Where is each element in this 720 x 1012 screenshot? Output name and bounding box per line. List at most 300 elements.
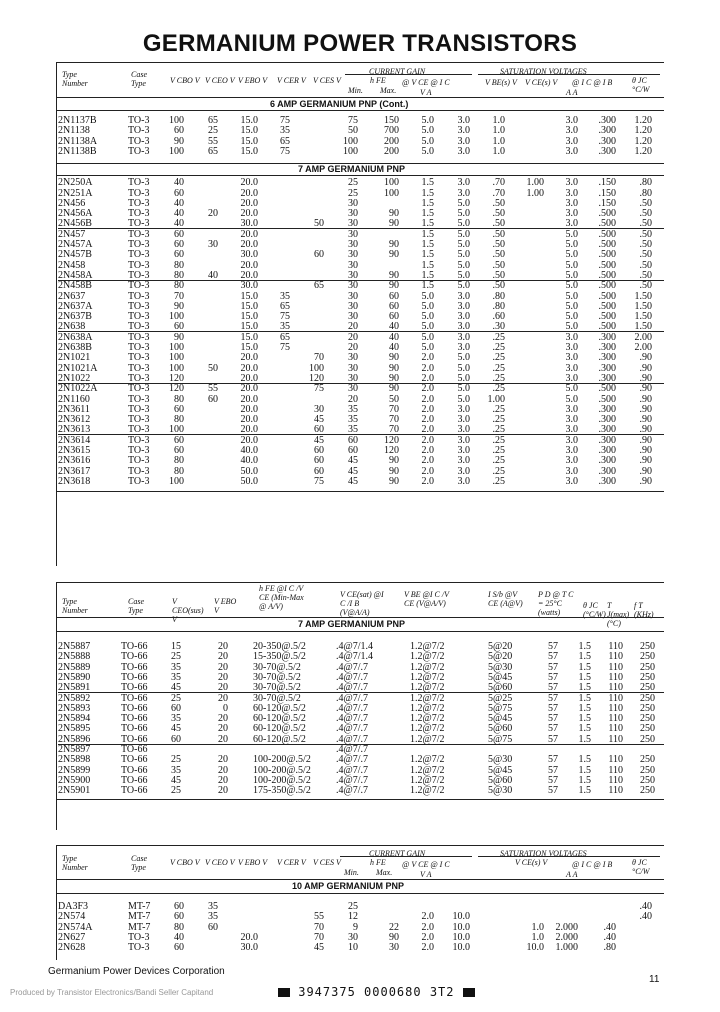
table-cell: 2N1022A	[58, 383, 98, 395]
group-rule	[58, 331, 664, 332]
table-cell: 57	[548, 713, 558, 725]
header-ft: f T (KHz)	[634, 601, 654, 619]
table-cell: 20	[348, 393, 358, 405]
table-cell: 5@75	[488, 702, 513, 714]
table-cell: 30	[348, 249, 358, 261]
table-cell: .500	[598, 249, 616, 261]
table-cell: 1.5	[421, 228, 434, 240]
table-cell: 5.0	[457, 362, 470, 374]
table-cell: 60	[174, 445, 184, 456]
table-cell: TO-3	[128, 445, 150, 456]
header-vebo: V EBO V	[214, 597, 237, 615]
table-cell: .60	[492, 311, 505, 323]
table-cell: 5.0	[457, 383, 470, 395]
table-cell: .300	[598, 414, 616, 426]
table-cell: 20	[218, 723, 228, 735]
table-cell: 30-70@.5/2	[253, 692, 301, 704]
table2-bottom-rule	[56, 799, 664, 800]
table-cell: 20.0	[240, 228, 258, 240]
table-cell: TO-3	[128, 372, 150, 384]
barcode-block-right	[463, 988, 475, 997]
table-cell: 100	[309, 362, 324, 374]
table-cell: 2N5888	[58, 651, 91, 663]
group-rule	[58, 744, 664, 745]
table-cell: 2.0	[421, 362, 434, 374]
table-cell: 70	[314, 931, 324, 943]
header-vebo: V EBO V	[238, 858, 268, 867]
table-cell: 3.0	[457, 290, 470, 302]
table-cell: 10.0	[452, 942, 470, 954]
table-cell: TO-3	[128, 290, 150, 302]
table-cell: 3.0	[565, 414, 578, 426]
table-cell: 15.0	[240, 331, 258, 343]
table-cell: 35	[348, 414, 358, 426]
table-cell: 2.00	[634, 342, 652, 353]
table-cell: 80	[174, 259, 184, 271]
table-cell: 250	[640, 723, 655, 735]
table-cell: 45	[314, 434, 324, 446]
table-cell: 2N1021	[58, 352, 91, 364]
table-cell: 90	[389, 280, 399, 292]
table1-bottom-rule	[56, 491, 664, 492]
table-cell: 60	[314, 249, 324, 261]
table-cell: .40	[639, 911, 652, 923]
table2-header-rule	[56, 617, 664, 618]
table-cell: 1.2@7/2	[410, 764, 445, 776]
table-cell: 2N5895	[58, 723, 91, 735]
table-cell: 65	[314, 280, 324, 292]
table-cell: .4@7/.7	[336, 671, 368, 683]
table-cell: 5.0	[421, 125, 434, 137]
table-cell: 22	[389, 921, 399, 933]
header-gain-min: Min.	[344, 868, 359, 877]
header-vcer: V CER V	[277, 858, 306, 867]
table-cell: 2N5899	[58, 764, 91, 776]
table-cell: 9	[353, 921, 358, 933]
table-cell: 57	[548, 733, 558, 745]
table-cell: TO-3	[128, 383, 150, 395]
table-cell: TO-66	[121, 692, 148, 704]
table-cell: 20.0	[240, 352, 258, 364]
table-cell: 1.00	[526, 177, 544, 189]
header-hfe: h FE	[370, 76, 386, 85]
table-cell: .90	[639, 414, 652, 426]
table-cell: 30.0	[240, 942, 258, 954]
table-cell: .25	[492, 342, 505, 353]
table-cell: 120	[384, 445, 399, 456]
table-cell: .500	[598, 239, 616, 250]
table-cell: 25	[348, 177, 358, 189]
table-cell: TO-3	[128, 331, 150, 343]
section-label: 6 AMP GERMANIUM PNP (Cont.)	[270, 99, 409, 109]
header-saturation: SATURATION VOLTAGES	[500, 849, 587, 858]
table-cell: 15.0	[240, 145, 258, 157]
table-cell: 2N574	[58, 911, 86, 923]
table-cell: 3.0	[565, 135, 578, 147]
table-cell: 3.0	[565, 445, 578, 456]
table-cell: 20.0	[240, 259, 258, 271]
table-cell: 3.0	[457, 311, 470, 323]
header-sat-cond: @ I C @ I B	[572, 860, 613, 869]
table-cell: 250	[640, 764, 655, 776]
table-cell: 15	[171, 641, 181, 652]
table-cell: 5.0	[457, 280, 470, 292]
table-cell: 2N3614	[58, 434, 91, 446]
table-cell: 40	[174, 197, 184, 209]
table-cell: 35	[171, 671, 181, 683]
table-cell: 1.2@7/2	[410, 713, 445, 725]
table-cell: MT-7	[128, 911, 151, 923]
section-label: 7 AMP GERMANIUM PNP	[298, 164, 406, 175]
table-cell: 2.0	[421, 445, 434, 456]
table-cell: 1.0	[492, 115, 505, 126]
table-cell: .25	[492, 414, 505, 426]
table-cell: 1.5	[578, 713, 591, 725]
table-cell: 5.0	[421, 290, 434, 302]
table-cell: 30	[348, 352, 358, 364]
table-cell: 5.0	[565, 290, 578, 302]
table-cell: .150	[598, 187, 616, 199]
table-cell: 30.0	[240, 249, 258, 261]
table-cell: 5.0	[457, 393, 470, 405]
table-cell: .25	[492, 455, 505, 467]
table-cell: .50	[639, 259, 652, 271]
table-cell: 60	[208, 921, 218, 933]
table-cell: 1.5	[421, 197, 434, 209]
table-cell: 60	[314, 445, 324, 456]
table-cell: .25	[492, 352, 505, 364]
table-cell: 2N1138	[58, 125, 90, 137]
table-cell: 100	[169, 311, 184, 323]
table-cell: 2N3618	[58, 475, 91, 487]
table-cell: 110	[608, 661, 623, 673]
table-cell: 57	[548, 661, 558, 673]
table-cell: .50	[639, 280, 652, 292]
table-cell: 2N3616	[58, 455, 91, 467]
table-cell: TO-3	[128, 280, 150, 292]
header-theta: θ JC °C/W	[632, 858, 650, 876]
table-cell: 5.0	[421, 331, 434, 343]
table-cell: .25	[492, 403, 505, 415]
table-cell: 1.00	[526, 187, 544, 199]
table-cell: 3.0	[457, 342, 470, 353]
table-cell: 20	[218, 733, 228, 745]
table-cell: 20	[218, 661, 228, 673]
table-cell: 55	[208, 383, 218, 395]
table-cell: .50	[639, 197, 652, 209]
table-cell: 100-200@.5/2	[253, 774, 311, 786]
table-cell: 2N638	[58, 321, 86, 333]
table-cell: TO-66	[121, 641, 148, 652]
table-cell: 2.0	[421, 942, 434, 954]
table-cell: 150	[384, 115, 399, 126]
table-cell: 20	[218, 692, 228, 704]
table-cell: .25	[492, 372, 505, 384]
table-cell: 1.5	[421, 249, 434, 261]
table-cell: 30	[348, 208, 358, 220]
table-cell: 1.20	[634, 145, 652, 157]
table-cell: .80	[492, 300, 505, 312]
table-cell: 55	[314, 911, 324, 923]
header-sat-cond-units: A A	[566, 870, 578, 879]
table-cell: 2N3617	[58, 465, 91, 477]
table-cell: 110	[608, 651, 623, 663]
table-cell: 1.2@7/2	[410, 754, 445, 766]
table-cell: 110	[608, 671, 623, 683]
table-cell: 110	[608, 733, 623, 745]
table-cell: 2N1138A	[58, 135, 98, 147]
table-cell: 5.0	[457, 208, 470, 220]
table-cell: 90	[174, 135, 184, 147]
table-cell: 1.20	[634, 115, 652, 126]
table-cell: 30	[348, 269, 358, 281]
table-cell: 2N637B	[58, 311, 92, 323]
table-cell: 110	[608, 785, 623, 797]
table-cell: 3.0	[457, 300, 470, 312]
table-cell: 2N5887	[58, 641, 91, 652]
table-cell: 5.0	[421, 342, 434, 353]
table-cell: 1.000	[555, 942, 578, 954]
table-cell: 1.50	[634, 290, 652, 302]
table-cell: 20	[218, 641, 228, 652]
table-cell: .4@7/.7	[336, 774, 368, 786]
table-cell: 3.0	[565, 331, 578, 343]
table-cell: 5@60	[488, 723, 513, 735]
table-cell: 20.0	[240, 187, 258, 199]
table-cell: 1.5	[578, 785, 591, 797]
table-cell: 1.5	[421, 208, 434, 220]
table-cell: .50	[639, 218, 652, 230]
table-cell: 5.0	[457, 269, 470, 281]
header-gain-cond-units: V A	[420, 870, 432, 879]
table-cell: 35	[208, 911, 218, 923]
table-cell: 1.0	[492, 135, 505, 147]
table-cell: 2N1138B	[58, 145, 97, 157]
table-cell: TO-3	[128, 931, 150, 943]
table-cell: TO-3	[128, 239, 150, 250]
table-cell: 40	[389, 342, 399, 353]
table-cell: MT-7	[128, 901, 151, 912]
table-cell: 35	[280, 125, 290, 137]
table-cell: 90	[389, 383, 399, 395]
table-cell: 60	[171, 702, 181, 714]
table-cell: 2N5896	[58, 733, 91, 745]
table-cell: 90	[389, 475, 399, 487]
table-cell: 15.0	[240, 290, 258, 302]
table-cell: 2N458	[58, 259, 86, 271]
table-cell: 5.0	[457, 249, 470, 261]
table-cell: TO-66	[121, 682, 148, 694]
table-cell: 2.0	[421, 455, 434, 467]
table-cell: TO-66	[121, 723, 148, 735]
table-cell: 35	[171, 764, 181, 776]
table-cell: 25	[171, 651, 181, 663]
table-cell: 15.0	[240, 125, 258, 137]
table-cell: 57	[548, 774, 558, 786]
table-cell: 75	[314, 475, 324, 487]
table-cell: 2N457B	[58, 249, 92, 261]
table-cell: 30	[314, 403, 324, 415]
header-vceo: V CEO V	[205, 76, 235, 85]
table-cell: 3.0	[457, 177, 470, 189]
table-cell: 1.2@7/2	[410, 661, 445, 673]
table-cell: TO-66	[121, 671, 148, 683]
table-cell: 1.2@7/2	[410, 651, 445, 663]
table-cell: .300	[598, 445, 616, 456]
table-cell: .25	[492, 362, 505, 374]
table-cell: .40	[639, 901, 652, 912]
table-cell: 3.0	[457, 135, 470, 147]
table-cell: 5.0	[565, 311, 578, 323]
table-cell: 45	[348, 475, 358, 487]
table-cell: 110	[608, 764, 623, 776]
header-sat-vbe: V BE(s) V	[485, 78, 517, 87]
table-cell: .90	[639, 393, 652, 405]
table-cell: 65	[208, 115, 218, 126]
table-cell: 80	[174, 393, 184, 405]
section-label: 7 AMP GERMANIUM PNP	[298, 619, 406, 629]
table-cell: .500	[598, 321, 616, 333]
table-cell: .50	[492, 249, 505, 261]
table-cell: 3.0	[565, 208, 578, 220]
table-cell: 1.5	[578, 754, 591, 766]
header-gain-min: Min.	[348, 86, 363, 95]
table-cell: 2N250A	[58, 177, 93, 189]
table-cell: 20	[218, 774, 228, 786]
table-cell: 100	[343, 135, 358, 147]
table-cell: 5.0	[565, 383, 578, 395]
table-cell: 2N627	[58, 931, 86, 943]
table-cell: 2N456A	[58, 208, 93, 220]
table-cell: 1.5	[578, 764, 591, 776]
table-cell: 5.0	[457, 228, 470, 240]
table-cell: 45	[171, 774, 181, 786]
table-cell: 1.50	[634, 311, 652, 323]
table-cell: 60	[348, 434, 358, 446]
table-cell: 1.5	[578, 641, 591, 652]
table-cell: 75	[280, 311, 290, 323]
table-cell: 45	[348, 465, 358, 477]
table-cell: 20.0	[240, 269, 258, 281]
header-vebo: V EBO V	[238, 76, 268, 85]
table-cell: 30	[389, 942, 399, 954]
table-cell: .30	[492, 321, 505, 333]
table-cell: .4@7/.7	[336, 692, 368, 704]
table-cell: 90	[389, 218, 399, 230]
table-cell: TO-3	[128, 125, 150, 137]
table-cell: 20	[218, 682, 228, 694]
table-cell: .300	[598, 403, 616, 415]
table-cell: 3.0	[457, 403, 470, 415]
header-saturation: SATURATION VOLTAGES	[500, 67, 587, 76]
table-cell: 3.0	[457, 321, 470, 333]
table-cell: 1.0	[531, 931, 544, 943]
table-cell: 20	[218, 754, 228, 766]
table-cell: 40	[174, 931, 184, 943]
table-cell: 80	[174, 921, 184, 933]
table-cell: 40.0	[240, 445, 258, 456]
table-cell: .500	[598, 311, 616, 323]
table-cell: 120	[384, 434, 399, 446]
table-cell: 1.5	[578, 723, 591, 735]
table-cell: .70	[492, 177, 505, 189]
table-cell: .70	[492, 187, 505, 199]
table-cell: 5.0	[565, 259, 578, 271]
table-cell: 80	[174, 269, 184, 281]
table-cell: 60	[314, 465, 324, 477]
table-cell: TO-3	[128, 115, 150, 126]
table-cell: .4@7/.7	[336, 661, 368, 673]
table-cell: 30	[348, 383, 358, 395]
table-cell: TO-3	[128, 311, 150, 323]
header-vcbo: V CBO V	[170, 858, 200, 867]
table-cell: 50	[208, 362, 218, 374]
table-cell: 30	[348, 218, 358, 230]
table-cell: .80	[603, 942, 616, 954]
table-cell: 20.0	[240, 931, 258, 943]
table-cell: 5.0	[421, 145, 434, 157]
table-cell: .300	[598, 352, 616, 364]
table-cell: 5@60	[488, 682, 513, 694]
table-cell: 30-70@.5/2	[253, 661, 301, 673]
table-cell: 3.0	[565, 145, 578, 157]
table-cell: 90	[174, 300, 184, 312]
table-cell: TO-3	[128, 228, 150, 240]
table-cell: 75	[280, 115, 290, 126]
table-cell: TO-3	[128, 177, 150, 189]
table-cell: .300	[598, 434, 616, 446]
table-cell: .4@7/.7	[336, 754, 368, 766]
table-cell: 20.0	[240, 383, 258, 395]
table1-top-rule	[56, 62, 664, 63]
table-cell: 20	[218, 764, 228, 776]
table-cell: 30	[348, 362, 358, 374]
table-cell: 75	[314, 383, 324, 395]
table-cell: 60	[174, 321, 184, 333]
header-gain-cond: @ V CE @ I C	[402, 860, 450, 869]
table-cell: 57	[548, 754, 558, 766]
table-cell: .25	[492, 424, 505, 436]
table-cell: 2N1160	[58, 393, 90, 405]
table-cell: 5@30	[488, 785, 513, 797]
section-rule	[56, 631, 664, 632]
table-cell: 2.0	[421, 911, 434, 923]
table-cell: .500	[598, 269, 616, 281]
header-sat-vce: V CE(s) V	[515, 858, 548, 867]
table-cell: 250	[640, 682, 655, 694]
table-cell: 15.0	[240, 115, 258, 126]
section-rule	[56, 110, 664, 111]
table-cell: 50.0	[240, 475, 258, 487]
table-cell: 1.20	[634, 135, 652, 147]
table-cell: .4@7/.7	[336, 713, 368, 725]
header-vces: V CES V	[313, 76, 341, 85]
table-cell: 30	[348, 259, 358, 271]
table-cell: 3.0	[457, 187, 470, 199]
header-type-number: Type Number	[62, 854, 88, 872]
table-cell: 45	[171, 682, 181, 694]
table-cell: 57	[548, 723, 558, 735]
table-cell: 2N3611	[58, 403, 90, 415]
table-cell: .90	[639, 362, 652, 374]
table-cell: 2N3613	[58, 424, 91, 436]
table-cell: 15.0	[240, 300, 258, 312]
table-cell: .80	[639, 187, 652, 199]
table-cell: 1.20	[634, 125, 652, 137]
table-cell: 60	[314, 455, 324, 467]
table-cell: 60	[208, 393, 218, 405]
table-cell: .80	[492, 290, 505, 302]
